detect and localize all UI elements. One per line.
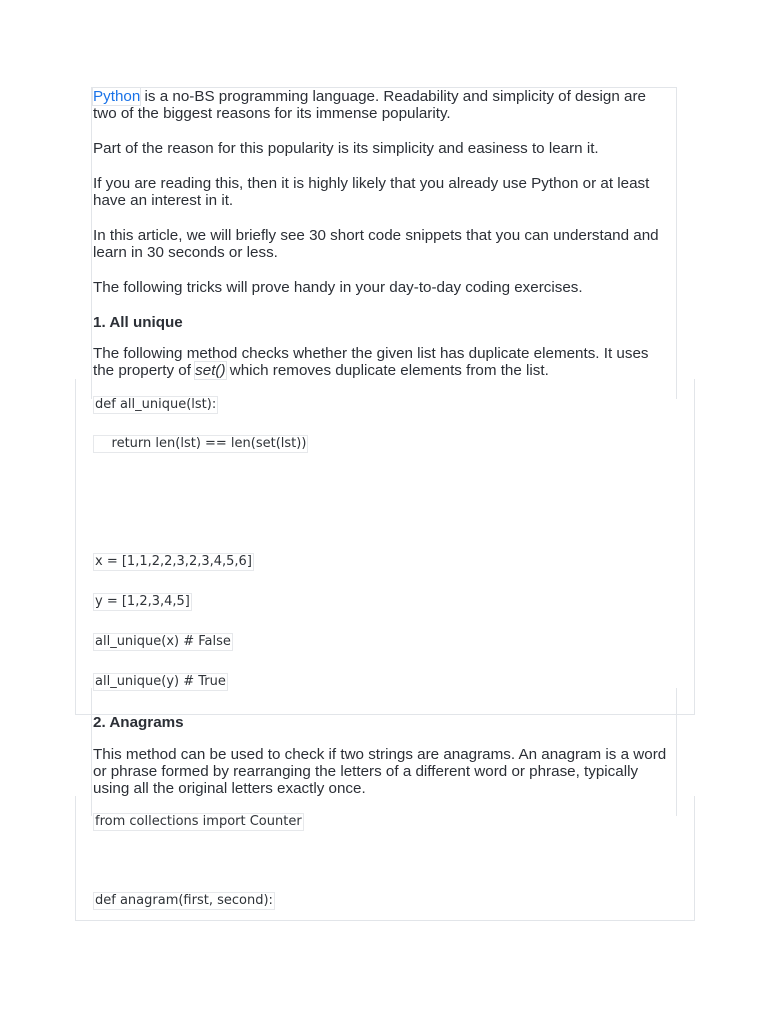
code-line: return len(lst) == len(set(lst)) bbox=[95, 436, 307, 451]
code-line: x = [1,1,2,2,3,2,3,4,5,6] bbox=[95, 554, 252, 569]
section1-desc-after: which removes duplicate elements from the list. bbox=[225, 362, 549, 379]
code-line: y = [1,2,3,4,5] bbox=[95, 594, 190, 609]
intro-paragraph bbox=[93, 88, 673, 122]
section1-description bbox=[93, 345, 673, 379]
code-frame-1 bbox=[75, 379, 695, 715]
code-line: all_unique(y) # True bbox=[95, 674, 226, 689]
paragraph-interest: If you are reading this, then it is highly likely that you already use Python or at least have an interest in it. bbox=[93, 175, 650, 209]
section1-desc-before: The following method checks whether the given list has duplicate elements. It uses the property of bbox=[93, 345, 649, 379]
code-line: from collections import Counter bbox=[95, 814, 302, 829]
intro-text: is a no-BS programming language. Readability and simplicity of design are two of the biggest reasons for its immense popularity. bbox=[93, 88, 646, 122]
code-line: def all_unique(lst): bbox=[95, 397, 217, 412]
paragraph-popularity: Part of the reason for this popularity is its simplicity and easiness to learn it. bbox=[93, 140, 599, 157]
code-line: all_unique(x) # False bbox=[95, 634, 231, 649]
section-heading-all-unique: 1. All unique bbox=[93, 314, 183, 331]
section-heading-anagrams: 2. Anagrams bbox=[93, 714, 184, 731]
set-function-ref: set() bbox=[195, 362, 226, 379]
python-link[interactable]: Python bbox=[93, 88, 141, 105]
section2-description: This method can be used to check if two strings are anagrams. An anagram is a word or phrase formed by rearranging the letters of a different word or phrase, typically using all the original letters exactly once. bbox=[93, 746, 667, 797]
paragraph-overview: In this article, we will briefly see 30 short code snippets that you can understand and learn in 30 seconds or less. bbox=[93, 227, 659, 261]
code-line: def anagram(first, second): bbox=[95, 893, 273, 908]
paragraph-tricks: The following tricks will prove handy in your day-to-day coding exercises. bbox=[93, 279, 583, 296]
